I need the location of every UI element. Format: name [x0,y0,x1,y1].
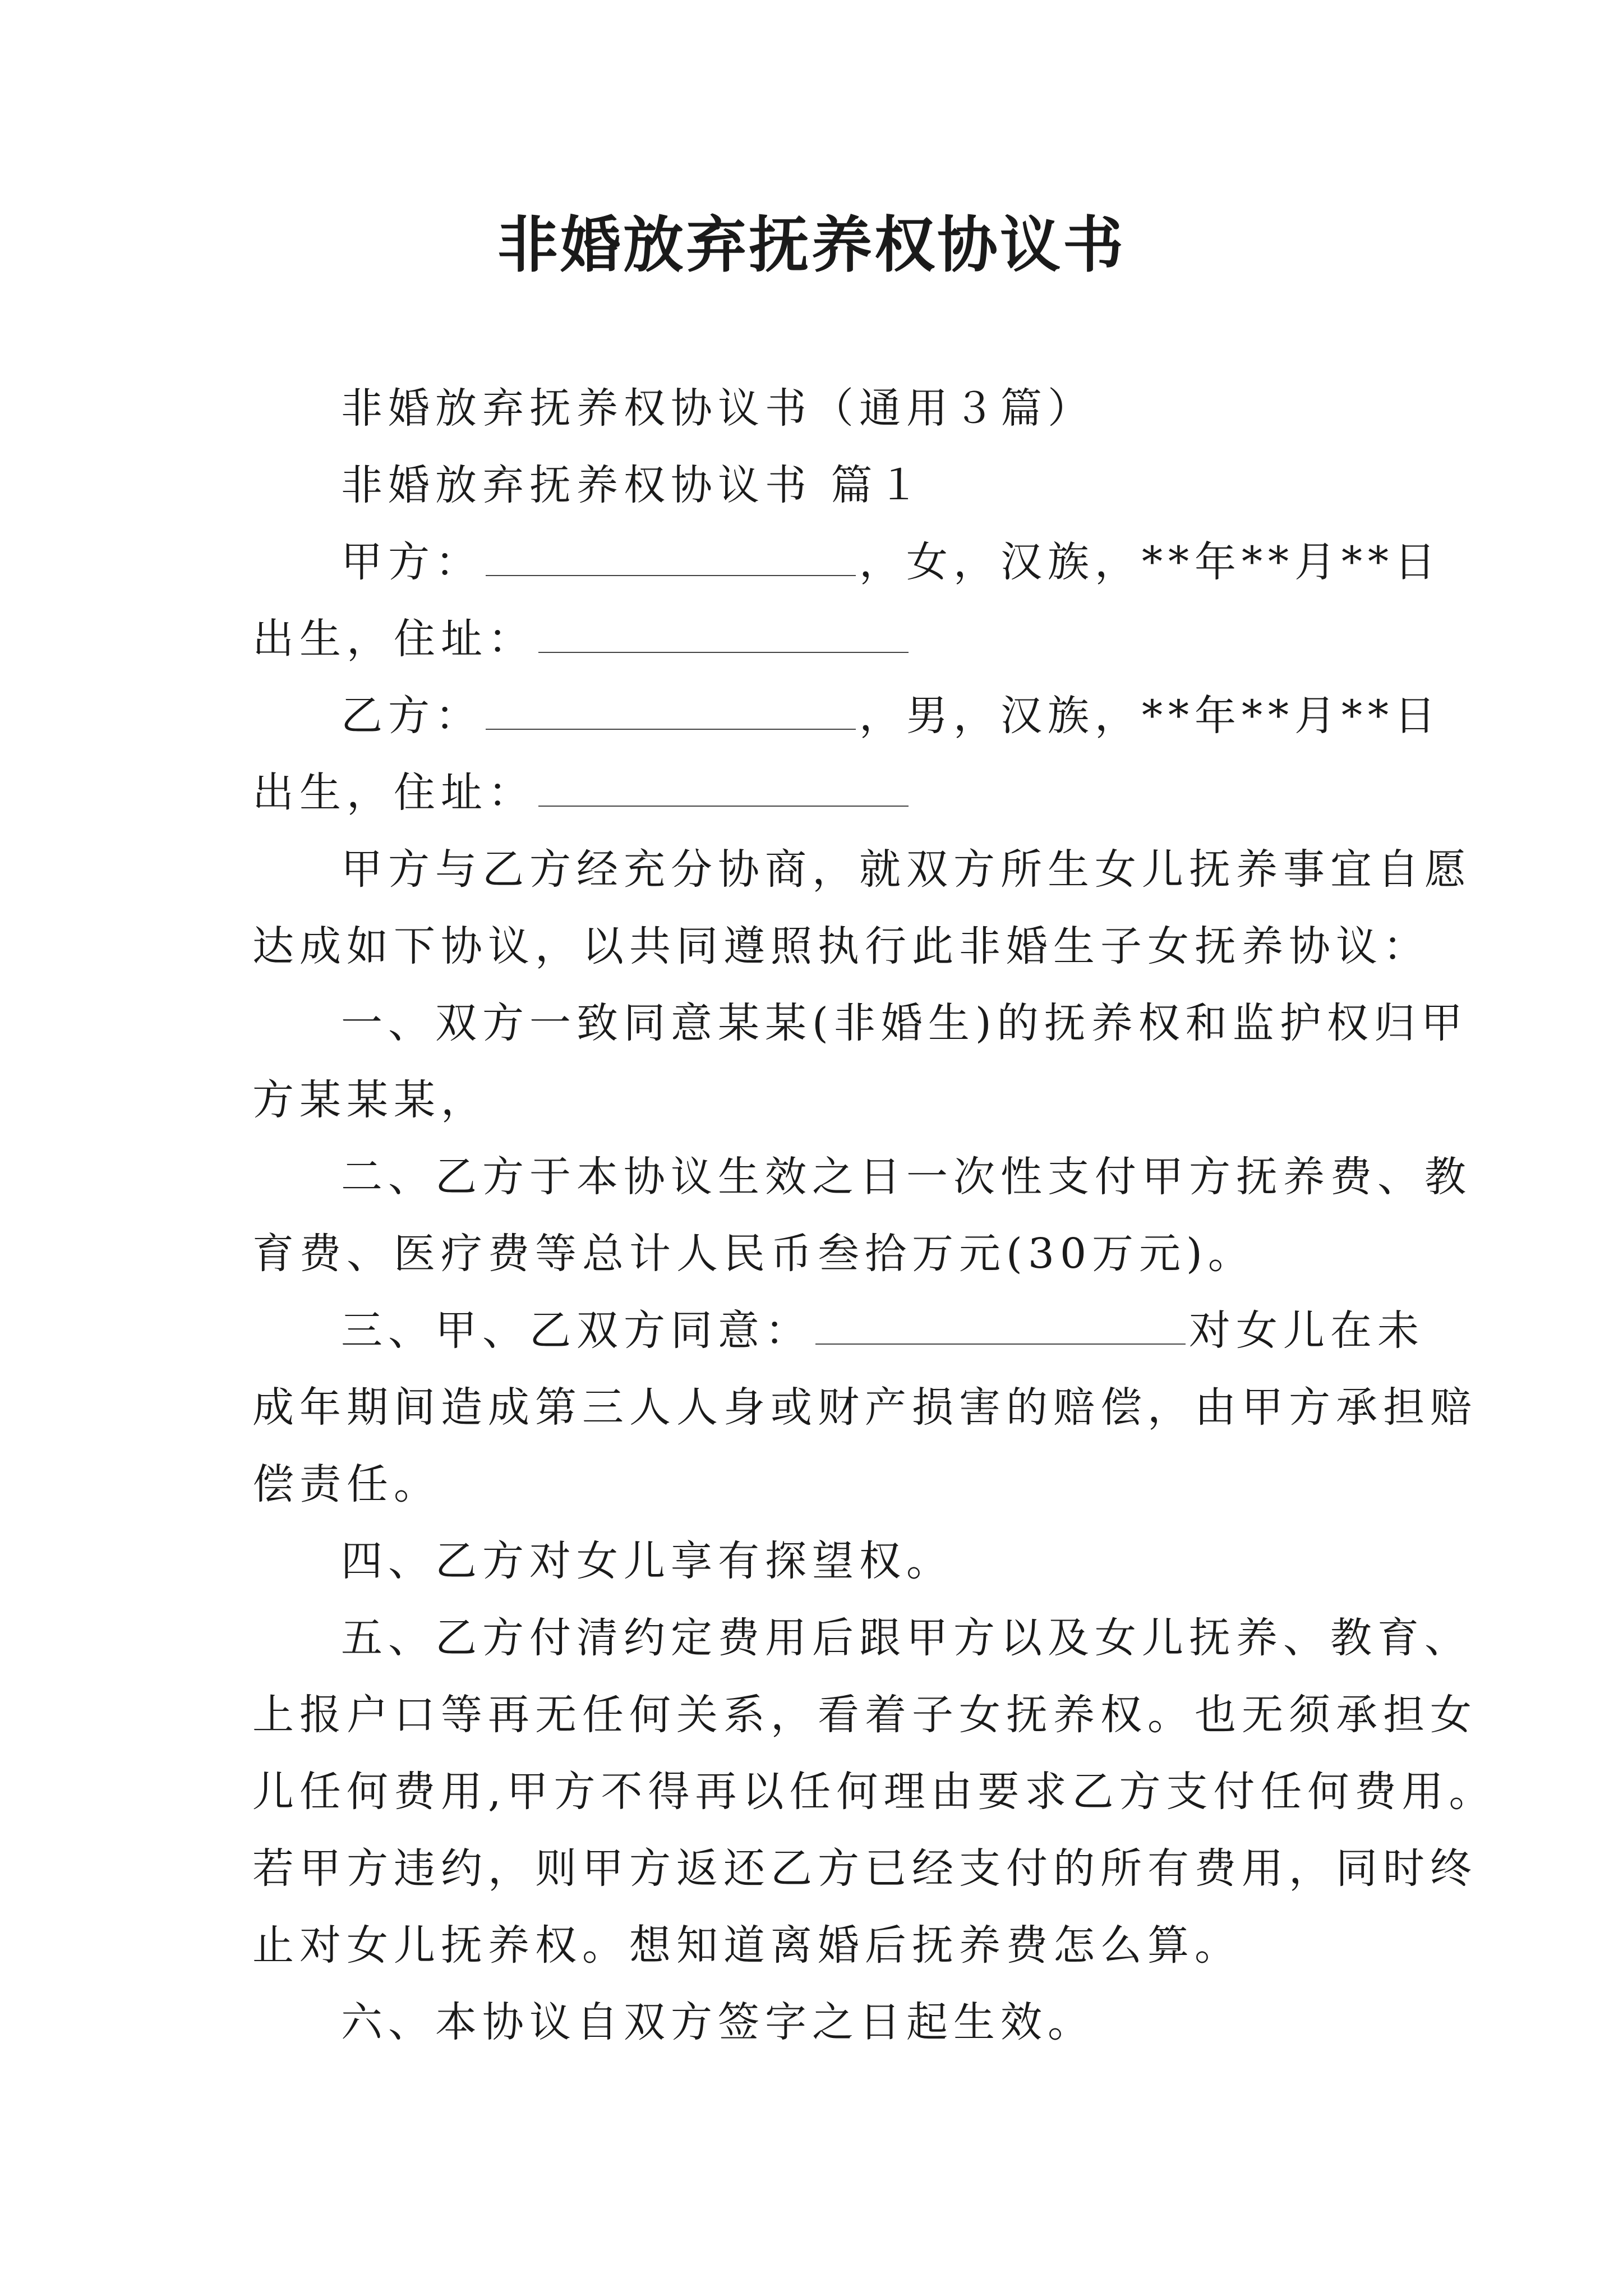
line-text: 上报户口等再无任何关系，看着子女抚养权。也无须承担女 [252,1691,1477,1739]
document-line [252,524,1441,601]
document-line [252,831,1472,908]
document-line [252,1754,1496,1830]
document-line [252,1369,1477,1446]
line-text: ，男，汉族，**年**月**日 [859,692,1441,740]
line-text: 出生，住址： [252,769,535,817]
line-text: 非婚放弃抚养权协议书（通用３篇） [341,384,1095,432]
document-line [252,1600,1472,1677]
line-text: 甲方与乙方经充分协商，就双方所生女儿抚养事宜自愿 [341,845,1472,894]
line-text: 一、双方一致同意某某(非婚生)的抚养权和监护权归甲 [341,999,1468,1047]
line-text: 育费、医疗费等总计人民币叁拾万元(30万元)。 [252,1230,1255,1278]
line-text: 达成如下协议，以共同遵照执行此非婚生子女抚养协议： [252,922,1430,970]
line-text: 乙方： [341,692,482,740]
fill-in-blank [486,574,856,576]
line-text: 成年期间造成第三人人身或财产损害的赔偿，由甲方承担赔 [252,1383,1477,1432]
fill-in-blank [815,1342,1186,1345]
line-text: 三、甲、乙双方同意： [341,1306,812,1355]
document-line [252,1830,1477,1907]
line-text: 止对女儿抚养权。想知道离婚后抚养费怎么算。 [252,1921,1242,1970]
document-line [252,1216,1396,1292]
line-text: 儿任何费用,甲方不得再以任何理由要求乙方支付任何费用。 [252,1768,1496,1816]
fill-in-blank [538,651,909,653]
line-text: 四、乙方对女儿享有探望权。 [341,1537,953,1585]
document-line [252,1446,1396,1523]
fill-in-blank [538,804,909,807]
line-text: 非婚放弃抚养权协议书 篇１ [341,461,925,509]
line-text: 若甲方违约，则甲方返还乙方已经支付的所有费用，同时终 [252,1844,1477,1893]
document-line [252,1907,1396,1984]
line-text: 方某某某， [252,1076,488,1124]
line-text: 出生，住址： [252,615,535,663]
line-text: ，女，汉族，**年**月**日 [859,538,1441,586]
line-text: 偿责任。 [252,1460,441,1508]
document-line [252,1523,1396,1600]
document-line [252,1677,1477,1754]
document-line [252,1292,1424,1369]
document-line [252,985,1468,1062]
document-line [252,447,1396,524]
line-text: 二、乙方于本协议生效之日一次性支付甲方抚养费、教 [341,1153,1472,1201]
document-line [252,678,1441,754]
fill-in-blank [486,728,856,730]
document-line [252,1062,1396,1139]
line-text: 五、乙方付清约定费用后跟甲方以及女儿抚养、教育、 [341,1614,1472,1662]
line-text: 六、本协议自双方签字之日起生效。 [341,1998,1095,2046]
document-line [252,370,1396,447]
line-text: 甲方： [341,538,482,586]
document-body [252,370,1496,2061]
document-line [252,754,1396,831]
document-title: 非婚放弃抚养权协议书 [497,210,1126,280]
document-line [252,908,1430,985]
document-line [252,601,1396,678]
line-text: 对女儿在未 [1189,1306,1424,1355]
document-line [252,1139,1472,1216]
document-line [252,1984,1396,2061]
